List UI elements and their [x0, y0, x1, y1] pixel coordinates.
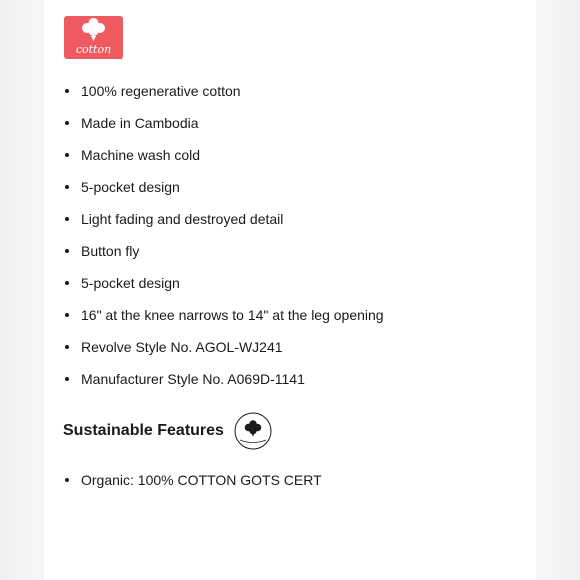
cotton-logo-text: cotton — [75, 43, 112, 56]
feature-item — [64, 144, 384, 176]
cotton-boll-icon — [234, 412, 272, 450]
features-list — [64, 80, 384, 400]
bullet — [65, 153, 69, 157]
bullet — [65, 345, 69, 349]
bullet — [65, 478, 69, 482]
feature-text: 16" at the knee narrows to 14" at the leg opening — [81, 307, 384, 323]
bullet — [65, 217, 69, 221]
sustainable-features-list — [64, 469, 322, 501]
feature-item — [64, 240, 384, 272]
sustainable-feature-text: Organic: 100% COTTON GOTS CERT — [81, 472, 322, 488]
feature-text: 100% regenerative cotton — [81, 83, 241, 99]
feature-text: Machine wash cold — [81, 147, 201, 163]
feature-text: 5-pocket design — [81, 275, 180, 291]
bullet — [65, 313, 69, 317]
feature-text: Made in Cambodia — [81, 115, 199, 131]
feature-text: Revolve Style No. AGOL-WJ241 — [81, 339, 283, 355]
feature-item — [64, 112, 384, 144]
bullet — [65, 281, 69, 285]
bullet — [65, 377, 69, 381]
feature-item — [64, 80, 384, 112]
bullet — [65, 185, 69, 189]
right-margin — [536, 0, 580, 580]
feature-text: Manufacturer Style No. A069D-1141 — [81, 371, 305, 387]
feature-item — [64, 336, 384, 368]
feature-item — [64, 176, 384, 208]
bullet — [65, 89, 69, 93]
feature-item — [64, 208, 384, 240]
svg-text:®: ® — [120, 56, 123, 60]
left-margin — [0, 0, 44, 580]
sustainable-feature-item — [64, 469, 322, 501]
feature-item — [64, 368, 384, 400]
sustainable-features-heading: Sustainable Features — [63, 422, 224, 439]
feature-item — [64, 304, 384, 336]
cotton-logo-icon — [64, 16, 124, 60]
product-details-panel — [44, 0, 536, 580]
feature-text: 5-pocket design — [81, 179, 180, 195]
feature-text: Button fly — [81, 243, 140, 259]
bullet — [65, 121, 69, 125]
feature-item — [64, 272, 384, 304]
bullet — [65, 249, 69, 253]
feature-text: Light fading and destroyed detail — [81, 211, 284, 227]
